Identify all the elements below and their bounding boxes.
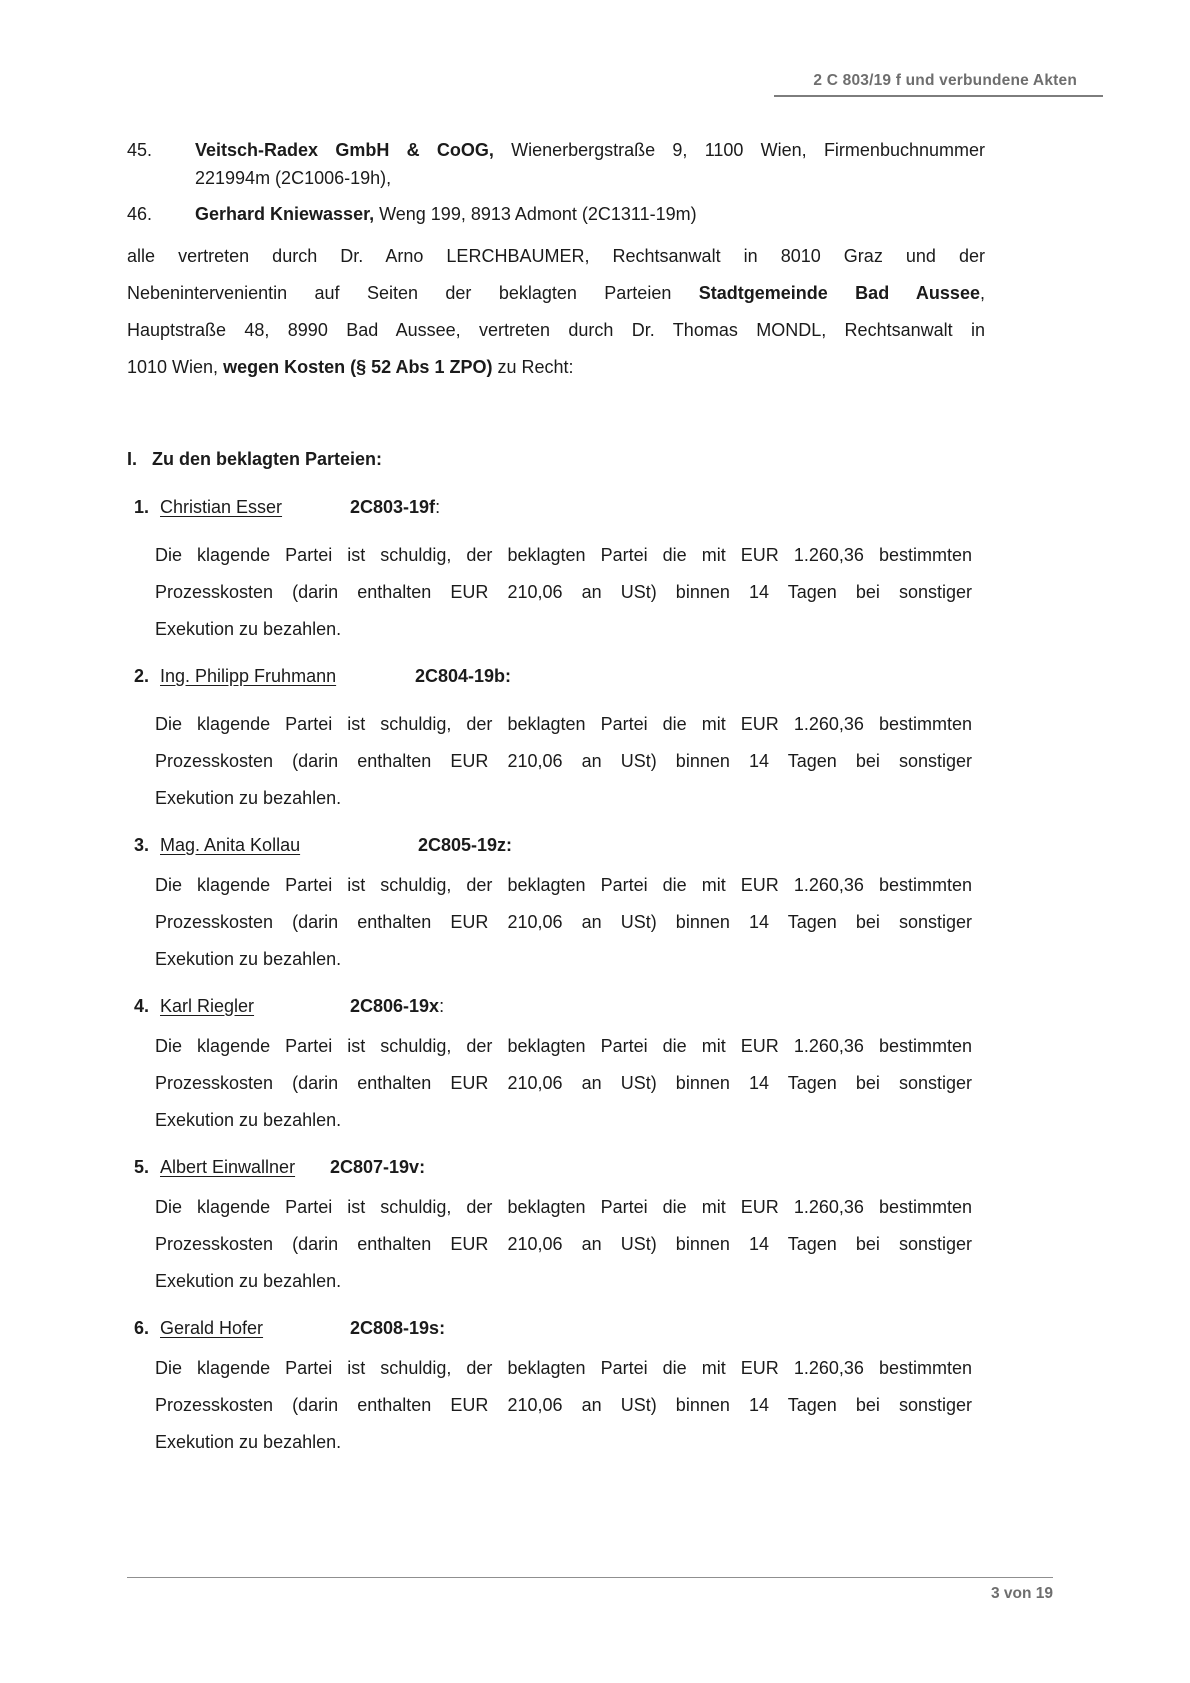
case-block-6 (127, 1315, 985, 1461)
case-id: 2C804-19b: (415, 665, 512, 686)
judgment-line-1: Die klagende Partei ist schuldig, der beklagten Partei die mit EUR 1.260,36 bestimmten (155, 544, 972, 565)
lead-line-2-bold: Stadtgemeinde Bad Aussee (698, 282, 980, 303)
judgment-line-2: Prozesskosten (darin enthalten EUR 210,06 an USt) binnen 14 Tagen bei sonstiger (155, 581, 972, 602)
case-number: 2. (134, 665, 150, 686)
section-heading (127, 446, 985, 473)
judgment-line-2: Prozesskosten (darin enthalten EUR 210,06 an USt) binnen 14 Tagen bei sonstiger (155, 750, 972, 771)
judgment-paragraph (155, 867, 972, 978)
judgment-paragraph (155, 706, 972, 817)
lead-line-4-bold: wegen Kosten (§ 52 Abs 1 ZPO) (223, 356, 493, 377)
case-heading (134, 1315, 985, 1342)
document-body (127, 137, 985, 1461)
party-item-46 (127, 201, 985, 229)
judgment-line-3: Exekution zu bezahlen. (155, 787, 342, 808)
judgment-line-1: Die klagende Partei ist schuldig, der beklagten Partei die mit EUR 1.260,36 bestimmten (155, 1035, 972, 1056)
case-heading (134, 1154, 985, 1181)
case-name: Gerald Hofer (160, 1317, 264, 1338)
lead-line-2-tail: , (979, 282, 985, 303)
judgment-line-3: Exekution zu bezahlen. (155, 618, 342, 639)
case-id: 2C805-19z: (418, 834, 513, 855)
case-block-4 (127, 993, 985, 1139)
judgment-paragraph (155, 1350, 972, 1461)
party-name: Gerhard Kniewasser, (195, 204, 375, 224)
judgment-line-3: Exekution zu bezahlen. (155, 1109, 342, 1130)
case-block-5 (127, 1154, 985, 1300)
footer-rule (127, 1577, 1053, 1603)
case-block-1 (127, 494, 985, 648)
case-number: 4. (134, 995, 150, 1016)
judgment-line-1: Die klagende Partei ist schuldig, der beklagten Partei die mit EUR 1.260,36 bestimmten (155, 874, 972, 895)
case-name-cell (160, 663, 415, 690)
case-number: 3. (134, 834, 150, 855)
judgment-line-2: Prozesskosten (darin enthalten EUR 210,06 an USt) binnen 14 Tagen bei sonstiger (155, 911, 972, 932)
judgment-line-1: Die klagende Partei ist schuldig, der beklagten Partei die mit EUR 1.260,36 bestimmten (155, 1196, 972, 1217)
case-id-suffix: : (435, 496, 441, 517)
case-id: 2C803-19f (350, 496, 436, 517)
party-line-1 (195, 201, 985, 229)
page-number: 3 von 19 (990, 1585, 1053, 1602)
lead-line-4 (127, 349, 985, 386)
case-heading (134, 663, 985, 690)
judgment-line-3: Exekution zu bezahlen. (155, 1270, 342, 1291)
case-name: Christian Esser (160, 496, 283, 517)
case-number: 6. (134, 1317, 150, 1338)
case-heading (134, 993, 985, 1020)
judgment-paragraph (155, 1189, 972, 1300)
case-heading (134, 832, 985, 859)
section-title: Zu den beklagten Parteien: (152, 448, 383, 469)
party-details: Weng 199, 8913 Admont (2C1311-19m) (374, 204, 697, 224)
lead-line-2-text: Nebenintervenientin auf Seiten der beklagten Parteien (127, 282, 699, 303)
judgment-paragraph (155, 1028, 972, 1139)
case-id-suffix: : (439, 995, 445, 1016)
lead-paragraph (127, 238, 985, 386)
judgment-line-1: Die klagende Partei ist schuldig, der beklagten Partei die mit EUR 1.260,36 bestimmten (155, 1357, 972, 1378)
case-block-3 (127, 832, 985, 978)
case-id: 2C806-19x (350, 995, 440, 1016)
case-heading (134, 494, 985, 521)
party-body (195, 137, 985, 192)
case-name-cell (160, 494, 350, 521)
party-line-2: 221994m (2C1006-19h), (195, 167, 392, 188)
judgment-paragraph (155, 537, 972, 648)
section-numeral: I. (127, 448, 138, 469)
case-name-cell (160, 1154, 330, 1181)
case-name: Ing. Philipp Fruhmann (160, 665, 337, 686)
party-line-1 (195, 137, 985, 165)
case-name-cell (160, 993, 350, 1020)
judgment-line-2: Prozesskosten (darin enthalten EUR 210,06 an USt) binnen 14 Tagen bei sonstiger (155, 1233, 972, 1254)
judgment-line-2: Prozesskosten (darin enthalten EUR 210,06 an USt) binnen 14 Tagen bei sonstiger (155, 1072, 972, 1093)
case-id: 2C807-19v: (330, 1156, 426, 1177)
lead-line-3: Hauptstraße 48, 8990 Bad Aussee, vertreten durch Dr. Thomas MONDL, Rechtsanwalt in (127, 319, 985, 340)
case-name: Albert Einwallner (160, 1156, 296, 1177)
judgment-line-3: Exekution zu bezahlen. (155, 1431, 342, 1452)
judgment-line-3: Exekution zu bezahlen. (155, 948, 342, 969)
lead-line-4-text: 1010 Wien, (127, 356, 224, 377)
case-block-2 (127, 663, 985, 817)
party-item-45 (127, 137, 985, 192)
party-name: Veitsch-Radex GmbH & CoOG, (195, 140, 494, 160)
header-case-reference: 2 C 803/19 f und verbundene Akten (774, 72, 1103, 97)
case-name-cell (160, 832, 418, 859)
lead-line-2 (127, 275, 985, 312)
lead-line-1: alle vertreten durch Dr. Arno LERCHBAUMER, Rechtsanwalt in 8010 Graz und der (127, 245, 985, 266)
case-number: 5. (134, 1156, 150, 1177)
judgment-line-1: Die klagende Partei ist schuldig, der beklagten Partei die mit EUR 1.260,36 bestimmten (155, 713, 972, 734)
party-body (195, 201, 985, 229)
case-id: 2C808-19s: (350, 1317, 446, 1338)
case-name: Karl Riegler (160, 995, 255, 1016)
party-number: 45. (127, 140, 153, 160)
lead-line-4-tail: zu Recht: (492, 356, 574, 377)
case-name: Mag. Anita Kollau (160, 834, 301, 855)
party-details: Wienerbergstraße 9, 1100 Wien, Firmenbuchnummer (493, 140, 985, 160)
case-number: 1. (134, 496, 150, 517)
party-number: 46. (127, 204, 153, 224)
judgment-line-2: Prozesskosten (darin enthalten EUR 210,06 an USt) binnen 14 Tagen bei sonstiger (155, 1394, 972, 1415)
case-name-cell (160, 1315, 350, 1342)
